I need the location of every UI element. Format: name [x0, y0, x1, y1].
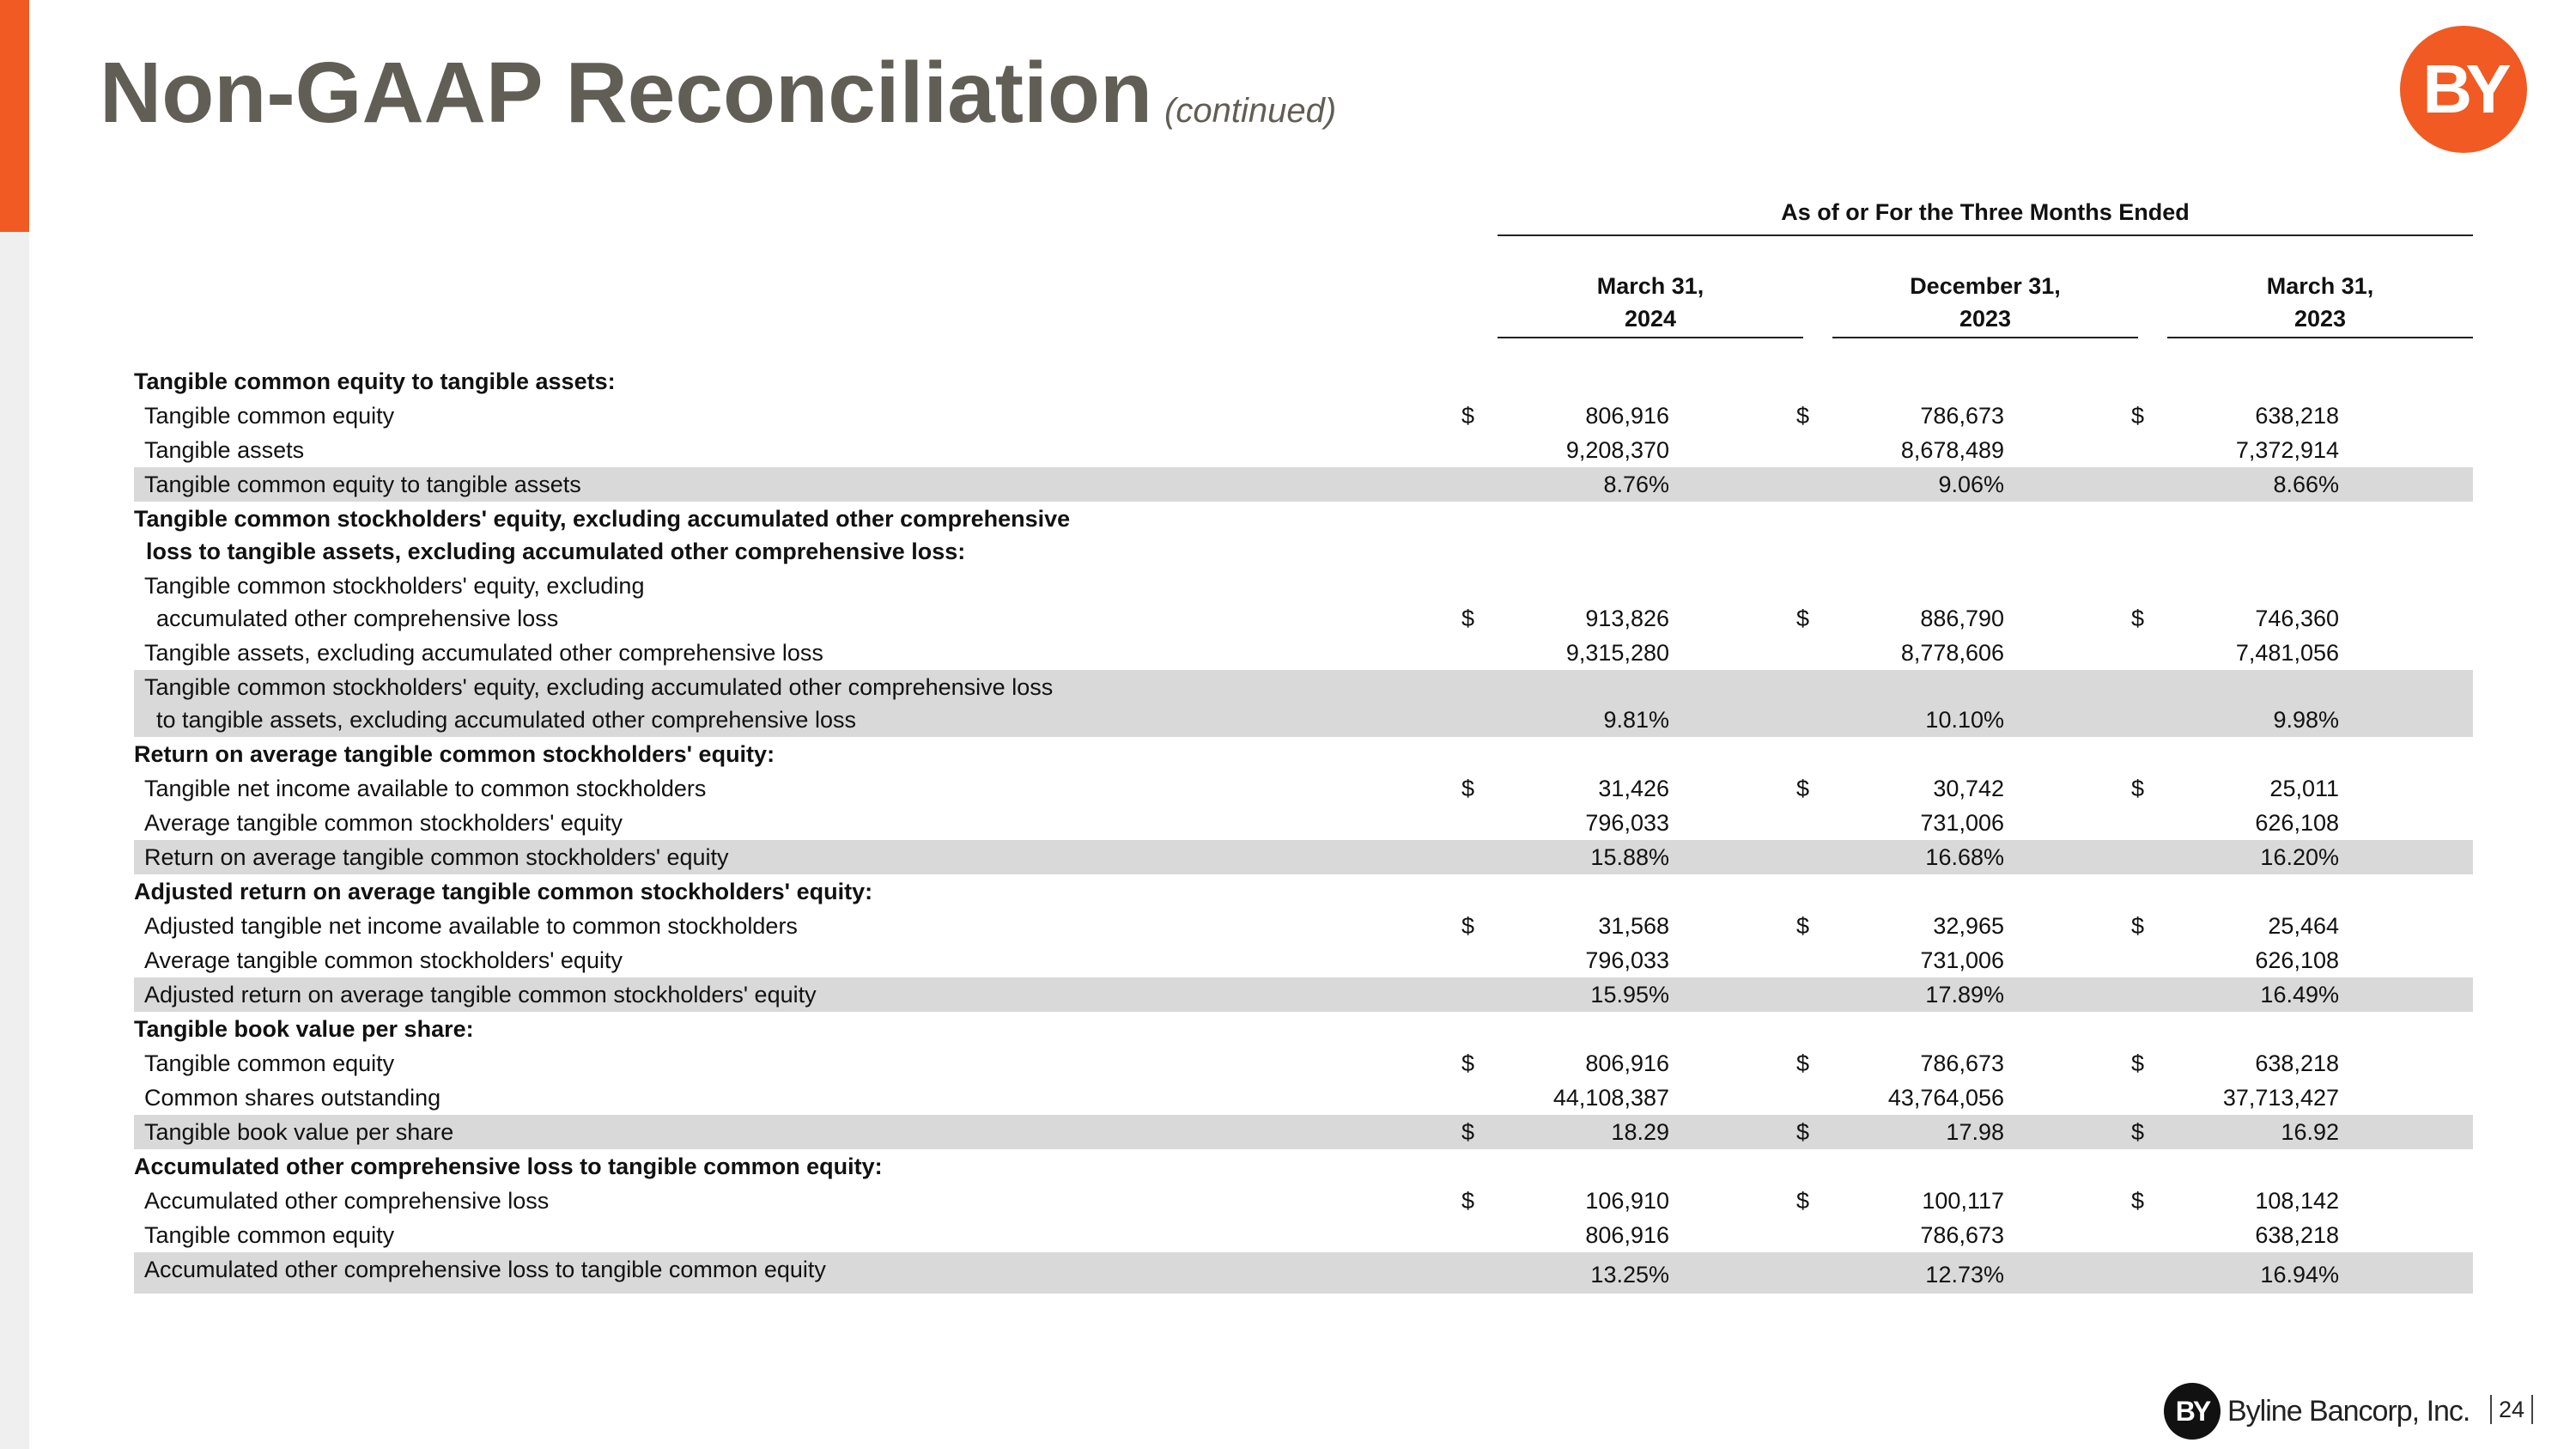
- cell-value: 17.89%: [1925, 982, 2004, 1008]
- table-row: [134, 771, 2473, 806]
- cell-value: 9.06%: [1938, 472, 2004, 497]
- currency-symbol: $: [1796, 913, 1810, 939]
- row-label: Average tangible common stockholders' equity: [144, 947, 623, 973]
- title-subtitle: (continued): [1164, 92, 1337, 130]
- row-label: Adjusted return on average tangible common stockholders' equity: [144, 982, 817, 1008]
- section-label-continued: loss to tangible assets, excluding accumulated other comprehensive loss:: [146, 539, 966, 564]
- reconciliation-table: [134, 364, 2473, 1294]
- cell-value: 626,108: [2255, 810, 2339, 836]
- cell-value: 8.66%: [2273, 472, 2339, 497]
- row-label: Tangible net income available to common stockholders: [144, 776, 707, 801]
- section-label: Accumulated other comprehensive loss to tangible common equity:: [134, 1154, 883, 1179]
- row-label: Tangible common stockholders' equity, excluding: [144, 573, 645, 599]
- currency-symbol: $: [2131, 776, 2145, 801]
- cell-value: 806,916: [1585, 1222, 1669, 1248]
- cell-value: 16.92: [2281, 1119, 2339, 1145]
- cell-value: 7,372,914: [2235, 437, 2339, 463]
- currency-symbol: $: [1461, 606, 1475, 631]
- section-header-row: [134, 874, 2473, 909]
- cell-value: 8,778,606: [1900, 640, 2004, 666]
- row-label: Tangible common equity to tangible assets: [144, 472, 581, 497]
- currency-symbol: $: [2131, 403, 2145, 429]
- currency-symbol: $: [1461, 1119, 1475, 1145]
- column-header-dec-2023: December 31, 2023: [1832, 270, 2138, 338]
- cell-value: 786,673: [1920, 403, 2004, 429]
- cell-value: 32,965: [1933, 913, 2004, 939]
- row-label: Tangible assets, excluding accumulated other comprehensive loss: [144, 640, 823, 666]
- table-row: [134, 1218, 2473, 1252]
- accent-bar: [0, 0, 29, 232]
- table-row: [134, 467, 2473, 502]
- cell-value: 9.98%: [2273, 707, 2339, 733]
- cell-value: 18.29: [1611, 1119, 1669, 1145]
- cell-value: 16.20%: [2260, 844, 2339, 870]
- footer-logo-icon: BY: [2164, 1383, 2221, 1440]
- cell-value: 806,916: [1585, 403, 1669, 429]
- currency-symbol: $: [1461, 1188, 1475, 1214]
- cell-value: 9,208,370: [1565, 437, 1669, 463]
- currency-symbol: $: [2131, 913, 2145, 939]
- currency-symbol: $: [2131, 606, 2145, 631]
- table-row: [134, 1081, 2473, 1115]
- currency-symbol: $: [1461, 403, 1475, 429]
- cell-value: 15.95%: [1590, 982, 1669, 1008]
- period-header: As of or For the Three Months Ended: [1498, 199, 2473, 236]
- section-header-row: [134, 364, 2473, 399]
- cell-value: 626,108: [2255, 947, 2339, 973]
- cell-value: 16.49%: [2260, 982, 2339, 1008]
- cell-value: 7,481,056: [2235, 640, 2339, 666]
- section-header-row: [134, 502, 2473, 569]
- cell-value: 913,826: [1585, 606, 1669, 631]
- column-header-mar-2023: March 31, 2023: [2167, 270, 2473, 338]
- row-label: Accumulated other comprehensive loss: [144, 1188, 550, 1214]
- table-row: [134, 840, 2473, 874]
- currency-symbol: $: [2131, 1050, 2145, 1076]
- section-label: Adjusted return on average tangible common stockholders' equity:: [134, 879, 873, 904]
- row-label-continued: accumulated other comprehensive loss: [156, 606, 559, 631]
- currency-symbol: $: [1461, 1050, 1475, 1076]
- row-label: Adjusted tangible net income available to common stockholders: [144, 913, 798, 939]
- cell-value: 108,142: [2255, 1188, 2339, 1214]
- table-row: [134, 670, 2473, 737]
- cell-value: 796,033: [1585, 947, 1669, 973]
- row-label: Tangible common equity: [144, 1222, 395, 1248]
- row-label: Tangible book value per share: [144, 1119, 454, 1145]
- cell-value: 8.76%: [1603, 472, 1669, 497]
- cell-value: 8,678,489: [1900, 437, 2004, 463]
- table-row: [134, 636, 2473, 670]
- section-label: Tangible common stockholders' equity, excluding accumulated other comprehensive: [134, 506, 1071, 532]
- cell-value: 25,011: [2269, 776, 2339, 801]
- cell-value: 9,315,280: [1565, 640, 1669, 666]
- cell-value: 43,764,056: [1887, 1085, 2004, 1111]
- cell-value: 638,218: [2255, 403, 2339, 429]
- page-title: Non-GAAP Reconciliation (continued): [100, 45, 1337, 141]
- currency-symbol: $: [2131, 1188, 2145, 1214]
- cell-value: 12.73%: [1925, 1262, 2004, 1288]
- cell-value: 796,033: [1585, 810, 1669, 836]
- row-label: Tangible common equity: [144, 1050, 395, 1076]
- currency-symbol: $: [1796, 776, 1810, 801]
- cell-value: 10.10%: [1925, 707, 2004, 733]
- table-row: [134, 569, 2473, 636]
- currency-symbol: $: [1796, 1119, 1810, 1145]
- cell-value: 15.88%: [1590, 844, 1669, 870]
- cell-value: 37,713,427: [2222, 1085, 2339, 1111]
- cell-value: 17.98: [1946, 1119, 2004, 1145]
- cell-value: 786,673: [1920, 1222, 2004, 1248]
- cell-value: 106,910: [1585, 1188, 1669, 1214]
- section-header-row: [134, 737, 2473, 771]
- currency-symbol: $: [1796, 1050, 1810, 1076]
- row-label: Common shares outstanding: [144, 1085, 441, 1111]
- table-row: [134, 977, 2473, 1012]
- cell-value: 746,360: [2255, 606, 2339, 631]
- cell-value: 31,568: [1598, 913, 1669, 939]
- cell-value: 30,742: [1933, 776, 2004, 801]
- currency-symbol: $: [1796, 403, 1810, 429]
- cell-value: 638,218: [2255, 1222, 2339, 1248]
- currency-symbol: $: [1796, 606, 1810, 631]
- table-row: [134, 1252, 2473, 1294]
- table-row: [134, 943, 2473, 977]
- cell-value: 731,006: [1920, 810, 2004, 836]
- row-label: Tangible common stockholders' equity, excluding accumulated other comprehensive loss: [144, 674, 1054, 700]
- cell-value: 638,218: [2255, 1050, 2339, 1076]
- column-header-mar-2024: March 31, 2024: [1498, 270, 1803, 338]
- row-label: Tangible assets: [144, 437, 305, 463]
- cell-value: 31,426: [1598, 776, 1669, 801]
- table-row: [134, 1046, 2473, 1081]
- cell-value: 731,006: [1920, 947, 2004, 973]
- cell-value: 886,790: [1920, 606, 2004, 631]
- currency-symbol: $: [1796, 1188, 1810, 1214]
- footer-brand: Byline Bancorp, Inc.: [2227, 1395, 2470, 1428]
- cell-value: 100,117: [1922, 1188, 2004, 1214]
- section-label: Tangible common equity to tangible assets:: [134, 368, 616, 394]
- table-row: [134, 433, 2473, 467]
- page-number: 24: [2490, 1395, 2533, 1424]
- row-label: Tangible common equity: [144, 403, 395, 429]
- byline-logo-icon: BY: [2400, 26, 2527, 153]
- section-label: Tangible book value per share:: [134, 1016, 474, 1042]
- cell-value: 16.94%: [2260, 1262, 2339, 1288]
- row-label: Average tangible common stockholders' equity: [144, 810, 623, 836]
- currency-symbol: $: [2131, 1119, 2145, 1145]
- currency-symbol: $: [1461, 776, 1475, 801]
- section-label: Return on average tangible common stockholders' equity:: [134, 741, 775, 767]
- table-row: [134, 1115, 2473, 1149]
- cell-value: 25,464: [2268, 913, 2339, 939]
- section-header-row: [134, 1012, 2473, 1046]
- table-row: [134, 909, 2473, 943]
- cell-value: 786,673: [1920, 1050, 2004, 1076]
- section-header-row: [134, 1149, 2473, 1184]
- cell-value: 9.81%: [1603, 707, 1669, 733]
- table-row: [134, 1184, 2473, 1218]
- cell-value: 806,916: [1585, 1050, 1669, 1076]
- cell-value: 16.68%: [1925, 844, 2004, 870]
- row-label-continued: to tangible assets, excluding accumulated other comprehensive loss: [156, 707, 856, 733]
- row-label: Accumulated other comprehensive loss to tangible common equity: [144, 1257, 826, 1282]
- table-row: [134, 399, 2473, 433]
- table-row: [134, 806, 2473, 840]
- row-label: Return on average tangible common stockholders' equity: [144, 844, 729, 870]
- currency-symbol: $: [1461, 913, 1475, 939]
- cell-value: 13.25%: [1590, 1262, 1669, 1288]
- cell-value: 44,108,387: [1552, 1085, 1669, 1111]
